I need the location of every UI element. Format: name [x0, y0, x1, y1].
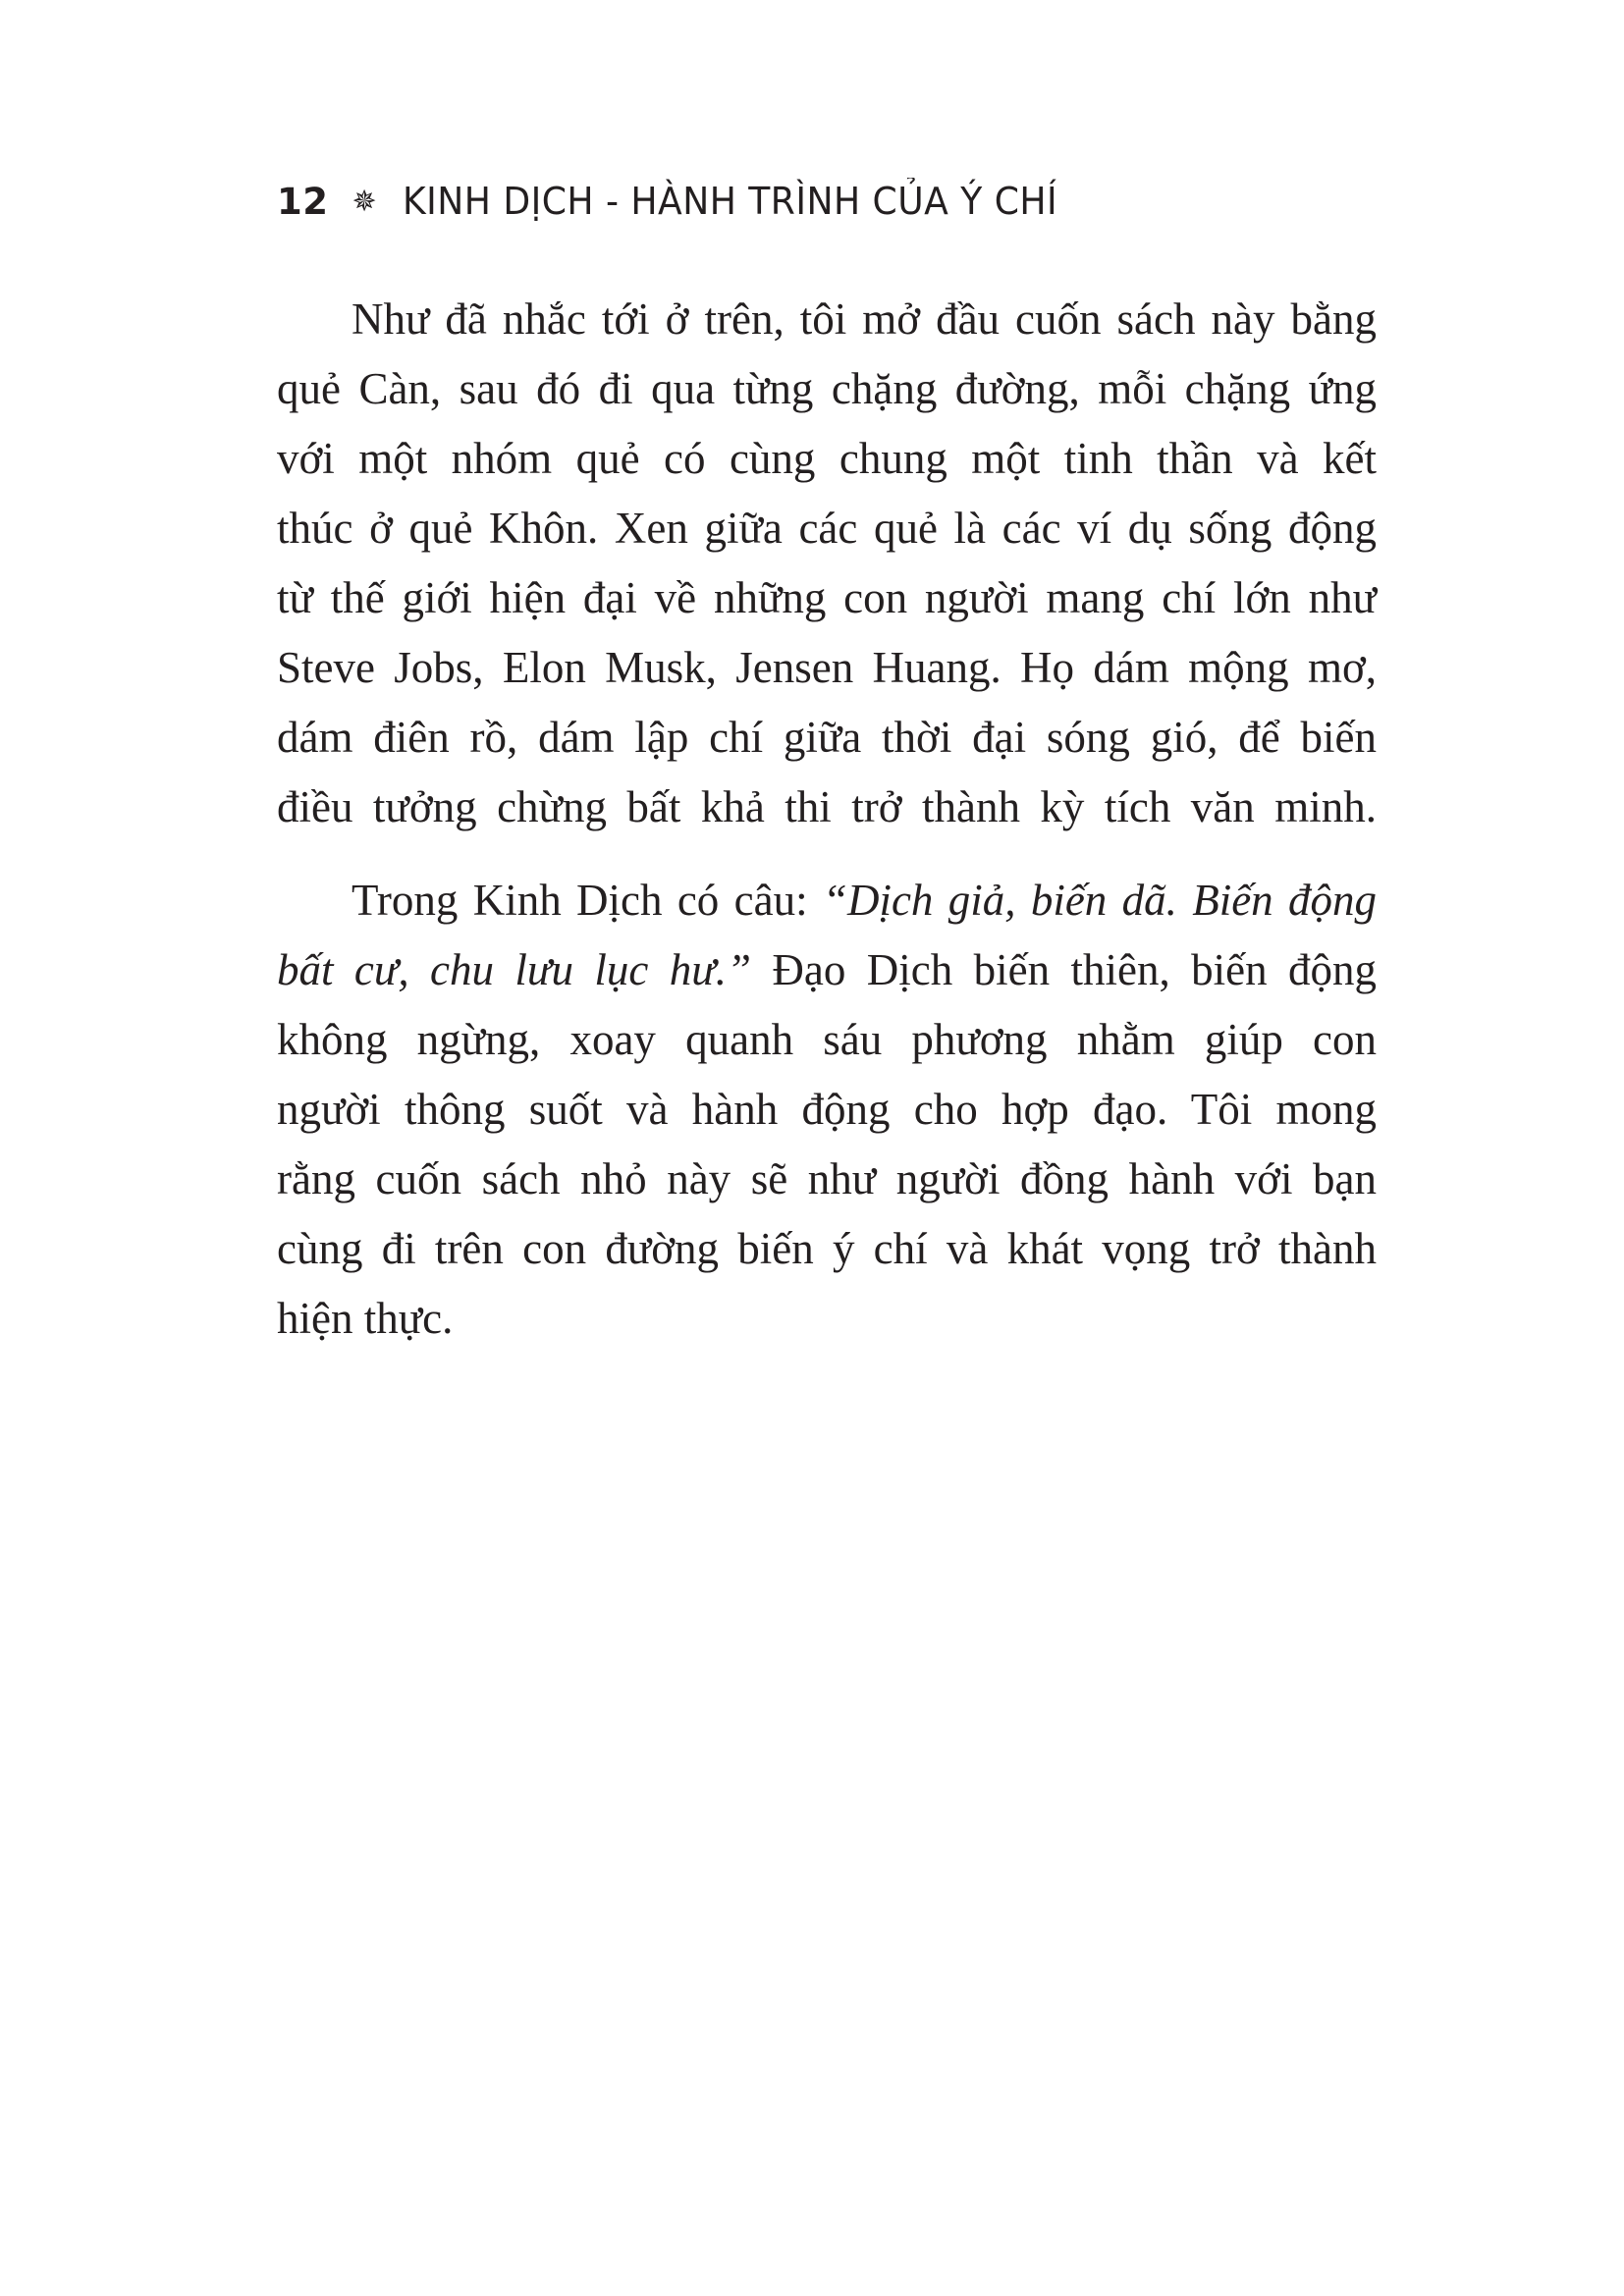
body-text	[277, 285, 1377, 1377]
text-line: với một nhóm quẻ có cùng chung một tinh thần và kết	[277, 434, 1377, 483]
text-line: quẻ Càn, sau đó đi qua từng chặng đường, mỗi chặng ứng	[277, 364, 1377, 413]
text-line: người thông suốt và hành động cho hợp đạo. Tôi mong	[277, 1085, 1377, 1134]
running-header	[277, 180, 1092, 223]
quote-italic: bất cư, chu lưu lục hư.”	[277, 945, 752, 994]
paragraph-2	[277, 866, 1377, 1354]
text-line: thúc ở quẻ Khôn. Xen giữa các quẻ là các ví dụ sống động	[277, 504, 1377, 553]
quote-italic: “Dịch giả, biến dã. Biến động	[822, 876, 1377, 925]
text-line: rằng cuốn sách nhỏ này sẽ như người đồng hành với bạn	[277, 1154, 1377, 1203]
text-line	[277, 866, 1377, 935]
text-line: Steve Jobs, Elon Musk, Jensen Huang. Họ dám mộng mơ,	[277, 643, 1377, 692]
text-line	[277, 935, 1377, 1005]
text-line: không ngừng, xoay quanh sáu phương nhằm giúp con	[277, 1015, 1377, 1064]
text-line: hiện thực.	[277, 1294, 454, 1343]
star-ornament-icon: ✵	[352, 184, 378, 219]
text-run: Trong Kinh Dịch có câu:	[352, 876, 823, 925]
text-line: từ thế giới hiện đại về những con người mang chí lớn như	[277, 573, 1377, 622]
page-number: 12	[277, 180, 329, 223]
text-line: Như đã nhắc tới ở trên, tôi mở đầu cuốn sách này bằng	[352, 294, 1377, 344]
book-title: KINH DỊCH - HÀNH TRÌNH CỦA Ý CHÍ	[403, 180, 1058, 223]
text-line: dám điên rồ, dám lập chí giữa thời đại sóng gió, để biến	[277, 713, 1377, 762]
text-run: Đạo Dịch biến thiên, biến động	[751, 945, 1377, 994]
paragraph-1	[277, 285, 1377, 842]
text-line: điều tưởng chừng bất khả thi trở thành kỳ tích văn minh.	[277, 782, 1377, 831]
text-line: cùng đi trên con đường biến ý chí và khát vọng trở thành	[277, 1224, 1377, 1273]
